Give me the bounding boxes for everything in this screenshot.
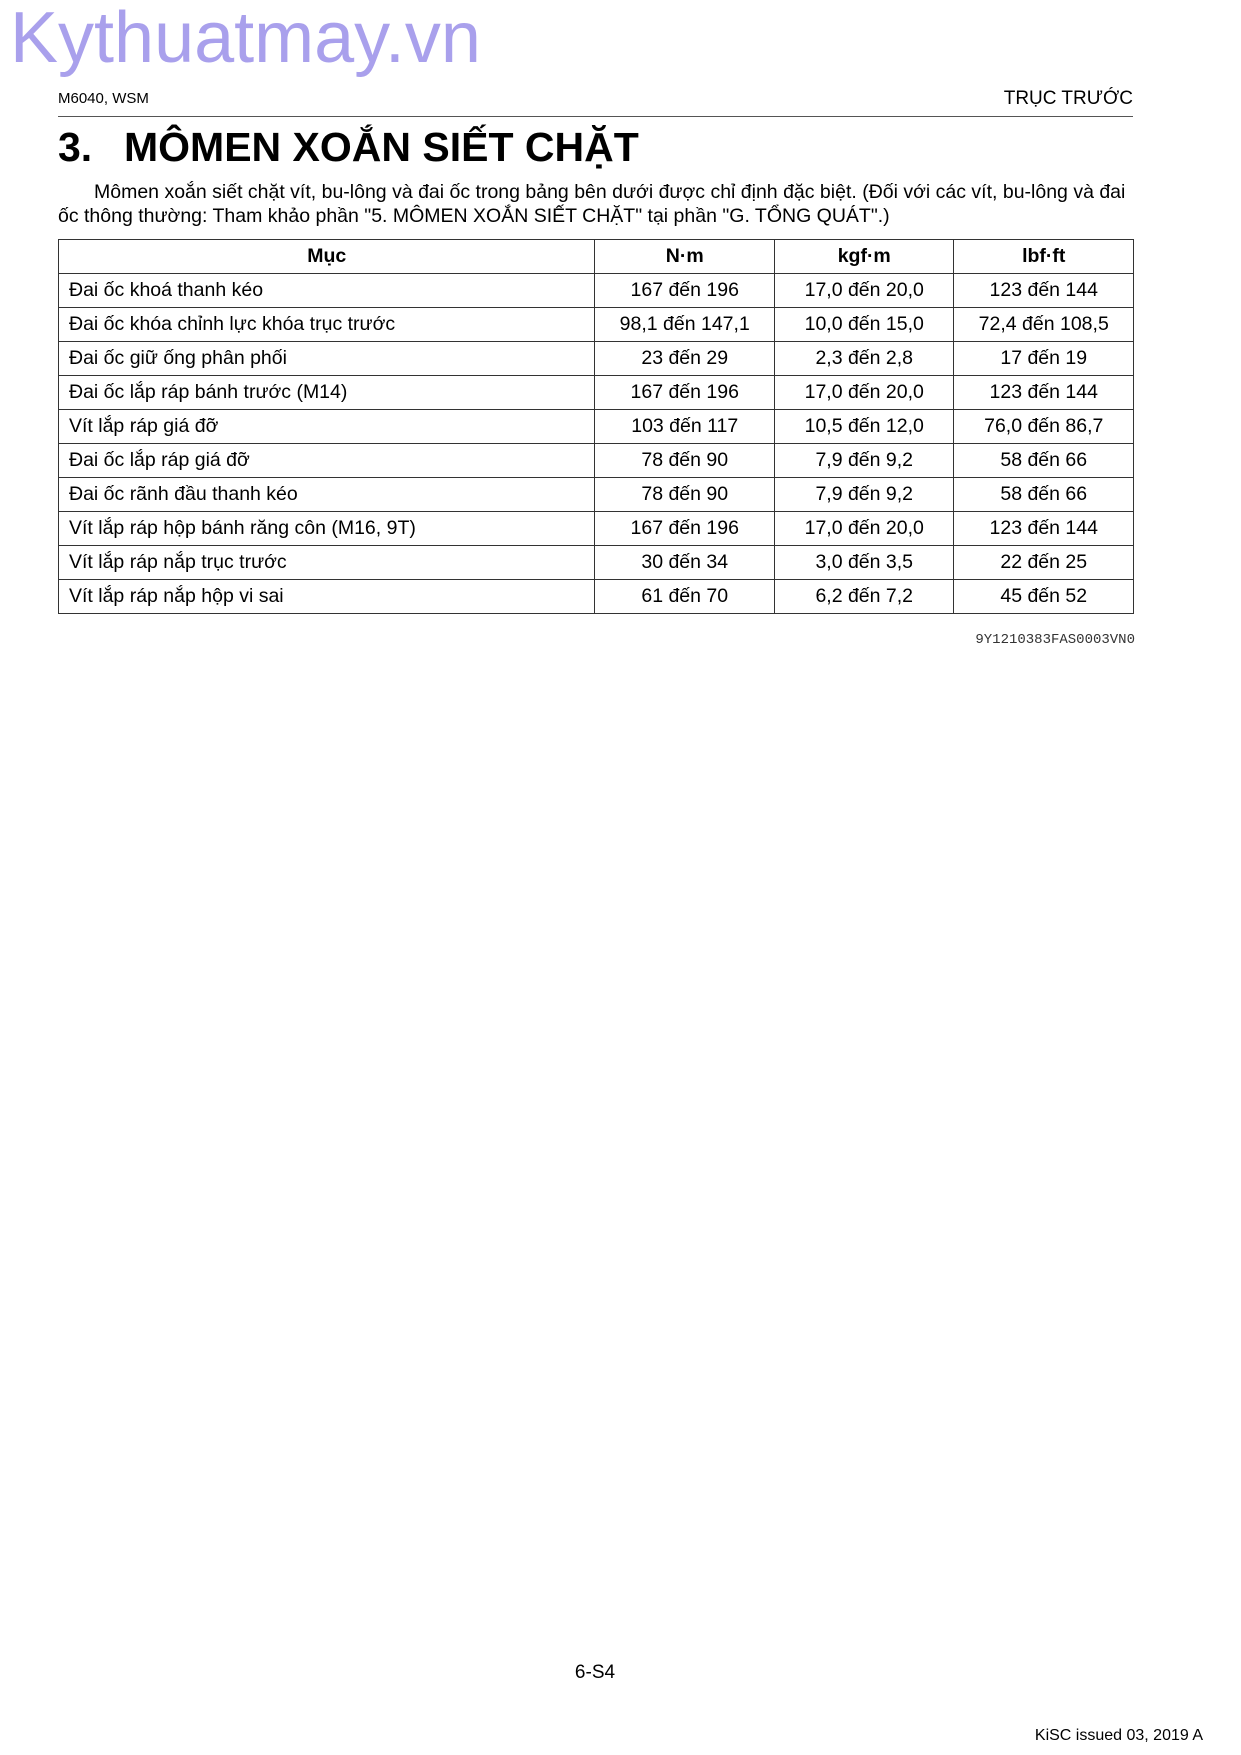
cell-nm: 78 đến 90: [595, 478, 775, 512]
cell-nm: 98,1 đến 147,1: [595, 308, 775, 342]
cell-nm: 78 đến 90: [595, 444, 775, 478]
section-title: MÔMEN XOẮN SIẾT CHẶT: [124, 124, 639, 170]
table-row: [59, 274, 1134, 308]
cell-nm: 167 đến 196: [595, 376, 775, 410]
table-row: [59, 580, 1134, 614]
cell-item: Vít lắp ráp giá đỡ: [59, 410, 595, 444]
table-row: [59, 512, 1134, 546]
cell-kgfm: 10,0 đến 15,0: [774, 308, 954, 342]
cell-item: Đai ốc rãnh đầu thanh kéo: [59, 478, 595, 512]
cell-nm: 61 đến 70: [595, 580, 775, 614]
cell-item: Đai ốc lắp ráp giá đỡ: [59, 444, 595, 478]
column-header-nm: N·m: [595, 240, 775, 274]
cell-lbfft: 123 đến 144: [954, 512, 1134, 546]
issue-info: KiSC issued 03, 2019 A: [1034, 1727, 1203, 1744]
table-header-row: [59, 240, 1134, 274]
cell-nm: 103 đến 117: [595, 410, 775, 444]
cell-lbfft: 76,0 đến 86,7: [954, 410, 1134, 444]
table-row: [59, 478, 1134, 512]
header-divider: [58, 116, 1133, 117]
table-row: [59, 410, 1134, 444]
cell-nm: 23 đến 29: [595, 342, 775, 376]
cell-kgfm: 7,9 đến 9,2: [774, 444, 954, 478]
cell-item: Vít lắp ráp nắp hộp vi sai: [59, 580, 595, 614]
cell-nm: 167 đến 196: [595, 512, 775, 546]
cell-lbfft: 123 đến 144: [954, 274, 1134, 308]
column-header-lbfft: lbf·ft: [954, 240, 1134, 274]
table-row: [59, 342, 1134, 376]
cell-item: Đai ốc giữ ống phân phối: [59, 342, 595, 376]
column-header-kgfm: kgf·m: [774, 240, 954, 274]
cell-kgfm: 17,0 đến 20,0: [774, 376, 954, 410]
cell-item: Đai ốc lắp ráp bánh trước (M14): [59, 376, 595, 410]
cell-lbfft: 123 đến 144: [954, 376, 1134, 410]
page-number: 6-S4: [574, 1662, 616, 1683]
cell-item: Đai ốc khoá thanh kéo: [59, 274, 595, 308]
torque-table: [58, 239, 1134, 614]
cell-lbfft: 72,4 đến 108,5: [954, 308, 1134, 342]
cell-kgfm: 7,9 đến 9,2: [774, 478, 954, 512]
table-row: [59, 308, 1134, 342]
cell-lbfft: 58 đến 66: [954, 478, 1134, 512]
reference-code: 9Y1210383FAS0003VN0: [975, 632, 1135, 648]
watermark: Kythuatmay.vn: [10, 0, 481, 78]
cell-lbfft: 17 đến 19: [954, 342, 1134, 376]
cell-kgfm: 2,3 đến 2,8: [774, 342, 954, 376]
column-header-item: Mục: [59, 240, 595, 274]
section-number: 3.: [58, 124, 93, 170]
cell-item: Đai ốc khóa chỉnh lực khóa trục trước: [59, 308, 595, 342]
cell-kgfm: 3,0 đến 3,5: [774, 546, 954, 580]
table-row: [59, 444, 1134, 478]
cell-kgfm: 6,2 đến 7,2: [774, 580, 954, 614]
intro-paragraph: Mômen xoắn siết chặt vít, bu-lông và đai ốc trong bảng bên dưới được chỉ định đặc biệt. (Đối với các vít, bu-lông và đai ốc thông thường: Tham khảo phần "5. MÔMEN XOẮN SIẾT CHẶT" tại phần "G. TỔNG QUÁT".): [58, 181, 1126, 227]
cell-nm: 30 đến 34: [595, 546, 775, 580]
cell-nm: 167 đến 196: [595, 274, 775, 308]
table-row: [59, 546, 1134, 580]
cell-kgfm: 17,0 đến 20,0: [774, 274, 954, 308]
cell-lbfft: 58 đến 66: [954, 444, 1134, 478]
header-manual-id: M6040, WSM: [58, 90, 149, 107]
table-row: [59, 376, 1134, 410]
cell-lbfft: 22 đến 25: [954, 546, 1134, 580]
cell-kgfm: 10,5 đến 12,0: [774, 410, 954, 444]
cell-item: Vít lắp ráp nắp trục trước: [59, 546, 595, 580]
header-chapter-title: TRỤC TRƯỚC: [1003, 88, 1133, 109]
cell-kgfm: 17,0 đến 20,0: [774, 512, 954, 546]
cell-item: Vít lắp ráp hộp bánh răng côn (M16, 9T): [59, 512, 595, 546]
section-heading: [58, 124, 639, 171]
cell-lbfft: 45 đến 52: [954, 580, 1134, 614]
